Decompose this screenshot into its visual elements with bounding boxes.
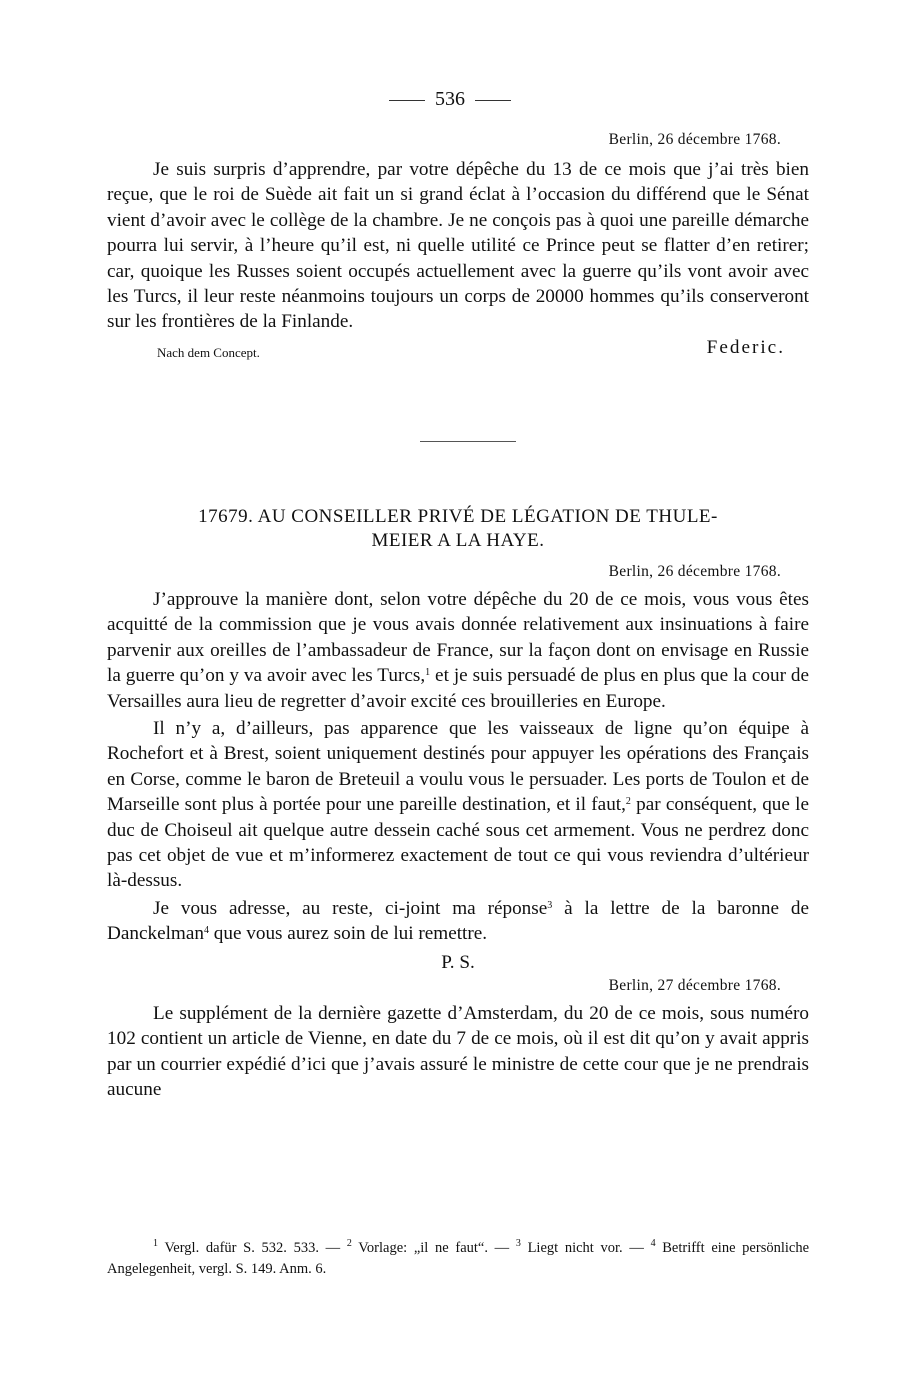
footnote-mark-4: 4 bbox=[650, 1238, 656, 1249]
letter-2 bbox=[107, 563, 809, 1102]
para3-text-a: Je vous adresse, au reste, ci-joint ma réponse bbox=[153, 897, 548, 919]
postscript-body: Le supplément de la dernière gazette d’Amsterdam, du 20 de ce mois, sous numéro 102 contient un article de Vienne, en date du 7 de ce mois, où il est dit qu’on y avait appris par un courrier expédié d’ici que j’avais assuré le ministre de cette cour que je ne prendrais aucune bbox=[107, 1002, 809, 1100]
footnote-ref-4: 4 bbox=[203, 925, 209, 937]
postscript-dateline: Berlin, 27 décembre 1768. bbox=[608, 976, 781, 994]
postscript-label: P. S. bbox=[441, 951, 475, 973]
letter-1 bbox=[107, 131, 809, 363]
para1-text-b: et je suis persuadé de plus en plus que la cour de Versailles aura lieu de regretter d’avoir excité ces brouilleries en Europe. bbox=[107, 665, 809, 712]
footnotes bbox=[107, 1238, 809, 1280]
footnote-3: Liegt nicht vor. — bbox=[527, 1240, 644, 1256]
page-number: 536 bbox=[435, 88, 465, 110]
footnote-ref-1: 1 bbox=[425, 667, 431, 679]
letter-2-paragraph-3 bbox=[107, 896, 809, 947]
letter-2-dateline: Berlin, 26 décembre 1768. bbox=[608, 563, 781, 580]
letter-1-body: Je suis surpris d’apprendre, par votre dépêche du 13 de ce mois que j’ai très bien reçue, que le roi de Suède ait fait un si grand éclat à l’occasion du différend que le Sénat vient d’avoir avec le collège de la chambre. Je ne conçois pas à quoi une pareille démarche pourra lui servir, à l’heure qu’il est, ni quelle utilité ce Prince peut se flatter d’en retirer; car, quoique les Russes soient occupés actuellement avec la guerre qu’ils vont avoir avec les Turcs, il leur reste néanmoins toujours un corps de 20000 hommes qu’ils conserveront sur les frontières de la Finlande. bbox=[107, 159, 809, 333]
footnote-ref-3: 3 bbox=[547, 899, 553, 911]
letter-2-heading-line-2: MEIER A LA HAYE. bbox=[371, 530, 545, 551]
para2-text-b: par conséquent, que le duc de Choiseul ait quelque autre dessein caché sous cet armement. Vous ne perdrez donc pas cet objet de vue et m’informerez exactement de tout ce qui vous reviendra d’ultérieur là-dessus. bbox=[107, 794, 809, 892]
section-divider bbox=[420, 441, 516, 442]
page-number-dash-left bbox=[389, 100, 425, 101]
para1-text-a: J’approuve la manière dont, selon votre dépêche du 20 de ce mois, vous vous êtes acquitté de la commission que je vous avais donnée relativement aux insinuations à faire parvenir aux oreilles de l’ambassadeur de France, sur la façon dont on envisage en Russie la guerre qu’on y va avoir avec les Turcs, bbox=[107, 589, 809, 687]
footnote-1: Vergl. dafür S. 532. 533. — bbox=[164, 1240, 341, 1256]
footnote-ref-2: 2 bbox=[625, 796, 631, 808]
letter-1-closing bbox=[107, 335, 809, 363]
signature: Federic. bbox=[706, 336, 785, 358]
letter-2-heading-line-1: 17679. AU CONSEILLER PRIVÉ DE LÉGATION DE THULE- bbox=[198, 506, 718, 527]
source-note: Nach dem Concept. bbox=[157, 344, 260, 360]
para3-text-b: à la lettre de la baronne de Danckelman bbox=[107, 897, 809, 945]
letter-2-heading bbox=[107, 505, 809, 553]
footnote-mark-1: 1 bbox=[153, 1238, 158, 1249]
footnote-2: Vorlage: „il ne faut“. — bbox=[358, 1240, 510, 1256]
para2-text-a: Il n’y a, d’ailleurs, pas apparence que les vaisseaux de ligne qu’on équipe à Rochefort et à Brest, soient uniquement destinés pour appuyer les opérations des Français en Corse, comme le baron de Breteuil a voulu vous le persuader. Les ports de Toulon et de Marseille sont plus à portée pour une pareille destination, et il faut, bbox=[107, 718, 809, 816]
letter-2-paragraph-2 bbox=[107, 716, 809, 894]
footnote-4: Betrifft eine persönliche Angelegenheit, vergl. S. 149. Anm. 6. bbox=[107, 1240, 810, 1277]
page-number-dash-right bbox=[475, 100, 511, 101]
footnote-mark-2: 2 bbox=[346, 1238, 352, 1249]
footnote-mark-3: 3 bbox=[515, 1238, 521, 1249]
letter-1-dateline: Berlin, 26 décembre 1768. bbox=[608, 131, 781, 148]
para3-text-c: que vous aurez soin de lui remettre. bbox=[208, 923, 488, 945]
page-number-line bbox=[0, 88, 900, 111]
letter-2-paragraph-1 bbox=[107, 587, 809, 714]
footnote-text bbox=[107, 1238, 809, 1280]
